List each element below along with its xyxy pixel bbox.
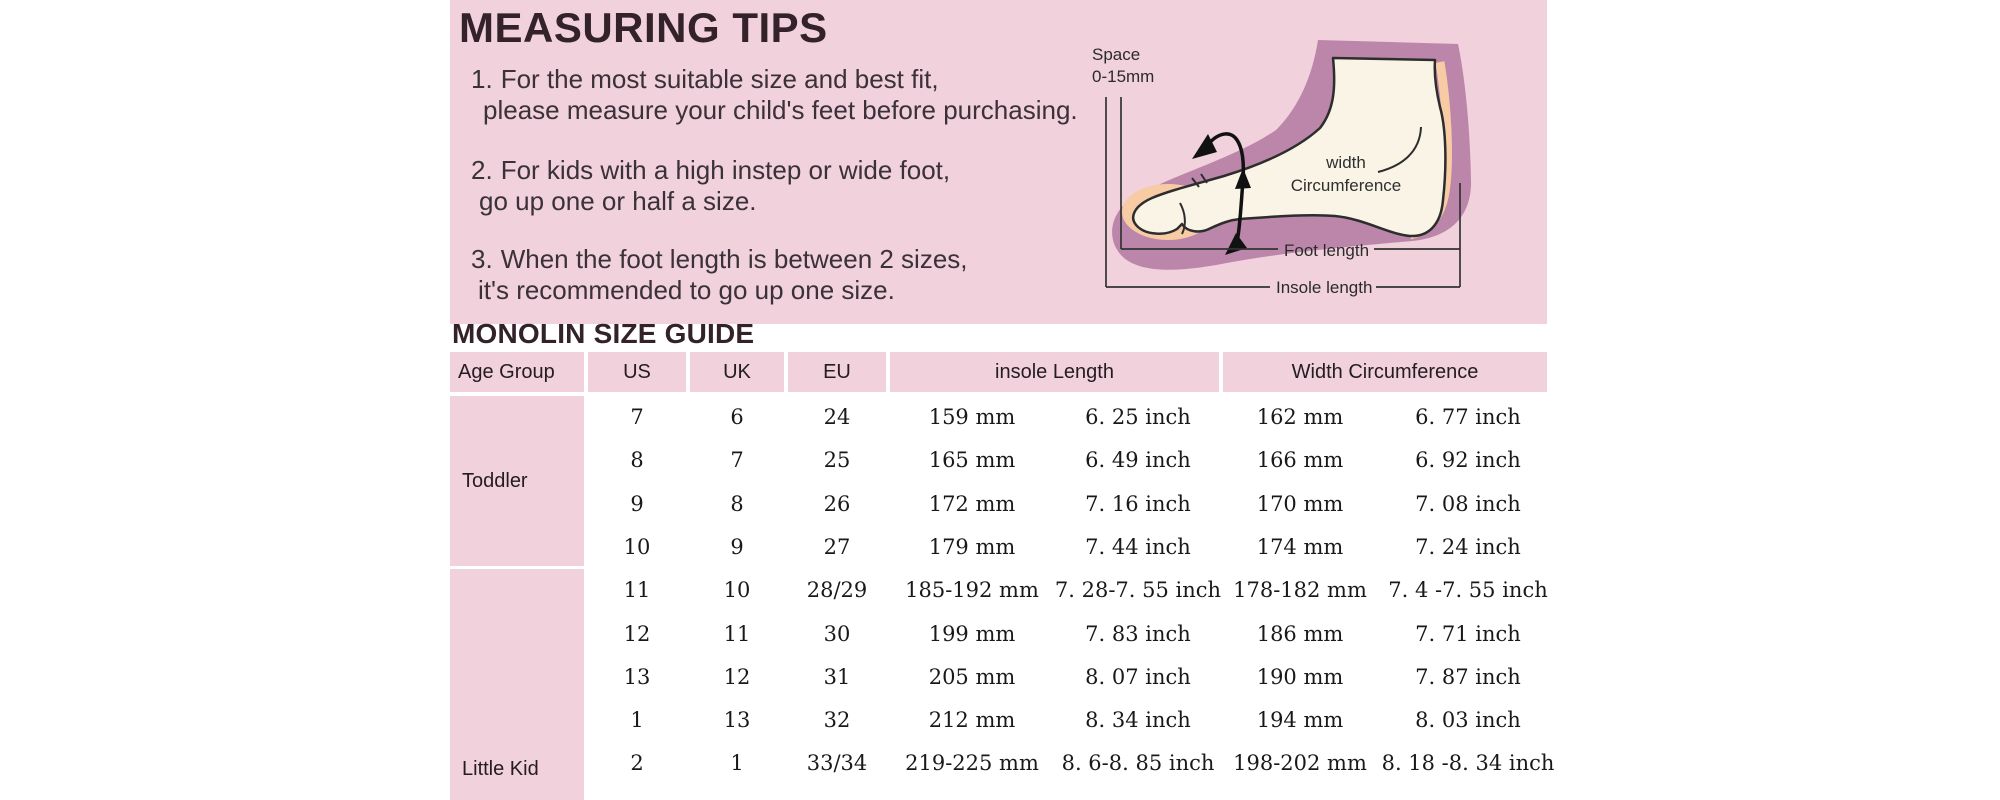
table-cell: 165 mm <box>928 448 1016 473</box>
table-cell: 32 <box>823 708 851 733</box>
foot-diagram <box>1080 10 1510 315</box>
table-cell: 30 <box>823 621 851 646</box>
tip-3-number: 3. <box>471 244 493 274</box>
table-cell: 10 <box>723 578 751 603</box>
table-row <box>450 613 1547 656</box>
table-cell: 186 mm <box>1256 621 1344 646</box>
table-row <box>450 569 1547 612</box>
tip-2-number: 2. <box>471 155 493 185</box>
table-cell: 6. 92 inch <box>1415 448 1521 473</box>
table-cell: 7 <box>630 405 644 429</box>
insole-length-label: Insole length <box>1276 278 1373 297</box>
size-guide-table <box>450 352 1555 800</box>
table-cell: 11 <box>723 621 751 646</box>
table-cell: 199 mm <box>928 621 1016 646</box>
tip-2-line-1 <box>471 155 950 186</box>
table-cell: 205 mm <box>928 664 1016 689</box>
header-uk: UK <box>690 352 784 392</box>
tip-3-line-2: it's recommended to go up one size. <box>478 275 895 305</box>
header-us: US <box>588 352 686 392</box>
table-cell: 8. 18 -8. 34 inch <box>1381 751 1555 776</box>
table-cell: 33/34 <box>806 751 868 776</box>
table-cell: 7. 71 inch <box>1415 621 1521 646</box>
table-cell: 212 mm <box>928 708 1016 733</box>
table-row <box>450 526 1547 569</box>
tip-1-number: 1. <box>471 64 493 94</box>
header-age-group: Age Group <box>450 352 584 392</box>
width-label-line2: Circumference <box>1290 176 1402 195</box>
table-cell: 6 <box>730 405 744 429</box>
table-cell: 190 mm <box>1256 664 1344 689</box>
header-width-circumference: Width Circumference <box>1223 352 1547 392</box>
table-cell: 7 <box>730 448 744 473</box>
tip-1-line-2: please measure your child's feet before purchasing. <box>483 95 1078 125</box>
space-label-line2: 0-15mm <box>1092 67 1155 86</box>
tip-3-line-1 <box>471 244 968 275</box>
tip-1-line-1 <box>471 64 939 95</box>
table-cell: 6. 77 inch <box>1415 405 1521 429</box>
table-cell: 7. 44 inch <box>1085 534 1191 559</box>
table-cell: 13 <box>623 664 651 689</box>
table-cell: 8 <box>730 491 744 516</box>
table-row <box>450 742 1555 785</box>
table-cell: 7. 28-7. 55 inch <box>1054 578 1222 603</box>
table-cell: 198-202 mm <box>1233 751 1367 776</box>
table-cell: 28/29 <box>806 578 868 603</box>
table-cell: 25 <box>823 448 851 473</box>
measuring-tips-panel <box>450 0 1547 324</box>
table-cell: 159 mm <box>928 405 1016 429</box>
table-cell: 2 <box>630 751 644 776</box>
table-cell: 31 <box>823 664 851 689</box>
table-cell: 6. 25 inch <box>1085 405 1191 429</box>
table-cell: 7. 08 inch <box>1415 491 1521 516</box>
table-cell: 10 <box>623 534 651 559</box>
table-cell: 11 <box>623 578 651 603</box>
table-cell: 166 mm <box>1256 448 1344 473</box>
table-cell: 178-182 mm <box>1233 578 1367 603</box>
table-cell: 24 <box>823 405 851 429</box>
table-row <box>450 656 1547 699</box>
table-cell: 26 <box>823 491 851 516</box>
toddler-label: Toddler <box>462 469 528 492</box>
table-cell: 12 <box>723 664 751 689</box>
table-cell: 185-192 mm <box>905 578 1039 603</box>
table-row <box>450 396 1547 439</box>
header-eu: EU <box>788 352 886 392</box>
table-cell: 8. 07 inch <box>1085 664 1191 689</box>
measuring-tips-title: MEASURING TIPS <box>459 4 828 51</box>
table-row <box>450 483 1547 526</box>
table-cell: 1 <box>730 751 744 776</box>
table-cell: 6. 49 inch <box>1085 448 1191 473</box>
tip-2-text: For kids with a high instep or wide foot, <box>500 155 951 185</box>
table-cell: 162 mm <box>1256 405 1344 429</box>
table-row <box>450 699 1547 742</box>
table-cell: 9 <box>730 534 744 559</box>
width-label-line1: width <box>1326 153 1366 172</box>
table-cell: 8. 03 inch <box>1415 708 1521 733</box>
little-kid-label: Little Kid <box>462 758 539 780</box>
tip-2-line-2: go up one or half a size. <box>479 186 757 216</box>
width-circumference-label <box>1260 151 1432 197</box>
header-insole-length: insole Length <box>890 352 1219 392</box>
table-cell: 7. 4 -7. 55 inch <box>1388 578 1548 603</box>
table-cell: 7. 24 inch <box>1415 534 1521 559</box>
table-cell: 12 <box>623 621 651 646</box>
table-cell: 7. 16 inch <box>1085 491 1191 516</box>
table-cell: 174 mm <box>1256 534 1344 559</box>
table-cell: 8. 6-8. 85 inch <box>1061 751 1215 776</box>
table-cell: 179 mm <box>928 534 1016 559</box>
size-guide-title: MONOLIN SIZE GUIDE <box>452 318 755 349</box>
tip-3-text: When the foot length is between 2 sizes, <box>500 244 968 274</box>
space-label-line1: Space <box>1092 45 1141 64</box>
foot-length-label: Foot length <box>1284 241 1370 260</box>
table-cell: 8. 34 inch <box>1085 708 1191 733</box>
space-label <box>1092 44 1154 88</box>
table-cell: 9 <box>630 491 644 516</box>
table-cell: 7. 83 inch <box>1085 621 1191 646</box>
table-cell: 27 <box>823 534 851 559</box>
table-cell: 13 <box>723 708 751 733</box>
table-cell: 8 <box>630 448 644 473</box>
table-cell: 1 <box>630 708 644 733</box>
table-cell: 7. 87 inch <box>1415 664 1521 689</box>
table-row <box>450 439 1547 482</box>
table-cell: 172 mm <box>928 491 1016 516</box>
tip-1-text: For the most suitable size and best fit, <box>500 64 939 94</box>
table-cell: 170 mm <box>1256 491 1344 516</box>
table-cell: 194 mm <box>1256 708 1344 733</box>
table-cell: 219-225 mm <box>905 751 1039 776</box>
